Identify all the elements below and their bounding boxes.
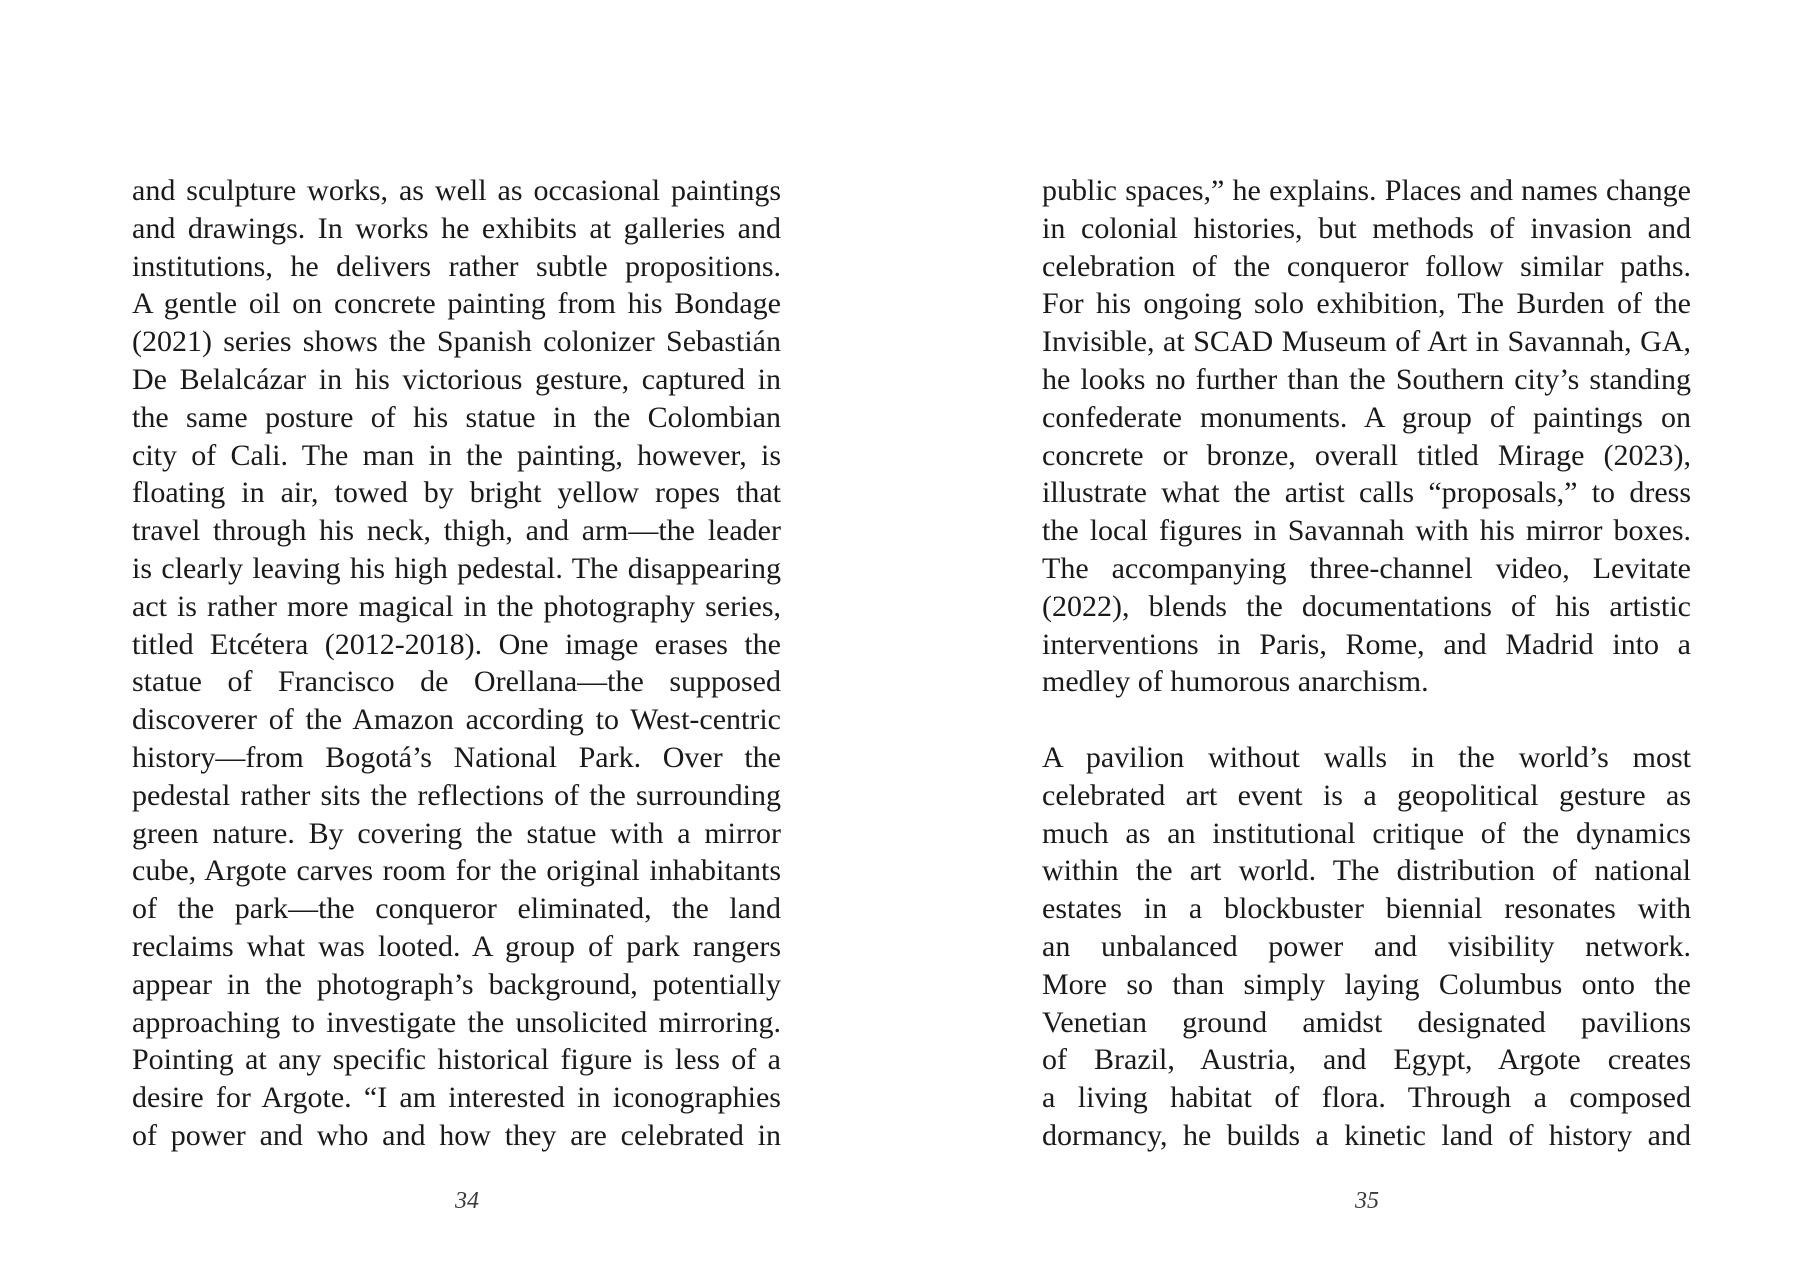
right-page-number: 35 [1355, 1188, 1379, 1214]
paragraph-break [1042, 701, 1691, 739]
text-line: estates in a blockbuster biennial resonates with [1042, 892, 1691, 926]
text-line: confederate monuments. A group of paintings on [1042, 400, 1691, 434]
text-line: desire for Argote. “I am interested in iconographies [132, 1081, 781, 1115]
text-line: and sculpture works, as well as occasional paintings [132, 174, 781, 207]
text-line: public spaces,” he explains. Places and names change [1042, 174, 1691, 207]
text-line: illustrate what the artist calls “proposals,” to dress [1042, 476, 1691, 510]
text-line: dormancy, he builds a kinetic land of history and [1042, 1118, 1691, 1152]
text-line: a living habitat of flora. Through a composed [1042, 1081, 1691, 1115]
text-line: in colonial histories, but methods of invasion and [1042, 211, 1691, 245]
text-line: and drawings. In works he exhibits at galleries and [132, 211, 781, 245]
text-line: the local figures in Savannah with his mirror boxes. [1042, 514, 1691, 548]
text-line: The accompanying three-channel video, Levitate [1042, 551, 1691, 585]
text-line: within the art world. The distribution of national [1042, 854, 1691, 888]
right-paragraph-2 [1042, 739, 1691, 1155]
text-line: cube, Argote carves room for the original inhabitants [132, 854, 781, 888]
text-line: interventions in Paris, Rome, and Madrid into a [1042, 627, 1691, 661]
left-page [0, 0, 909, 1276]
text-line: institutions, he delivers rather subtle propositions. [132, 249, 781, 283]
text-line: De Belalcázar in his victorious gesture, captured in [132, 362, 781, 396]
right-page-text-column [1042, 172, 1691, 1155]
text-line: (2022), blends the documentations of his artistic [1042, 589, 1691, 623]
text-line: the same posture of his statue in the Colombian [132, 400, 781, 434]
text-line: history—from Bogotá’s National Park. Over the [132, 740, 781, 774]
text-line: A gentle oil on concrete painting from his Bondage [132, 287, 781, 321]
right-paragraph-1 [1042, 172, 1691, 701]
text-line: act is rather more magical in the photography series, [132, 589, 781, 623]
text-line: (2021) series shows the Spanish colonizer Sebastián [132, 325, 781, 359]
text-line: concrete or bronze, overall titled Mirage (2023), [1042, 438, 1691, 472]
text-line: For his ongoing solo exhibition, The Burden of the [1042, 287, 1691, 321]
text-line: of Brazil, Austria, and Egypt, Argote creates [1042, 1043, 1691, 1077]
text-line: pedestal rather sits the reflections of the surrounding [132, 778, 781, 812]
right-page [910, 0, 1819, 1276]
text-line: Pointing at any specific historical figure is less of a [132, 1043, 781, 1077]
text-line: of the park—the conqueror eliminated, the land [132, 892, 781, 926]
text-line: appear in the photograph’s background, potentially [132, 967, 781, 1001]
text-line: floating in air, towed by bright yellow ropes that [132, 476, 781, 510]
text-line: Invisible, at SCAD Museum of Art in Savannah, GA, [1042, 325, 1691, 359]
text-line: celebrated art event is a geopolitical gesture as [1042, 778, 1691, 812]
text-line: statue of Francisco de Orellana—the supposed [132, 665, 781, 699]
text-line: approaching to investigate the unsolicited mirroring. [132, 1005, 781, 1039]
text-line: More so than simply laying Columbus onto the [1042, 967, 1691, 1001]
left-page-number: 34 [455, 1188, 479, 1214]
text-line: much as an institutional critique of the dynamics [1042, 816, 1691, 850]
left-page-text-column [132, 172, 781, 1155]
text-line: city of Cali. The man in the painting, however, is [132, 438, 781, 472]
text-line: titled Etcétera (2012-2018). One image erases the [132, 627, 781, 661]
text-line: of power and who and how they are celebrated in [132, 1118, 781, 1152]
text-line: he looks no further than the Southern city’s standing [1042, 362, 1691, 396]
text-line: A pavilion without walls in the world’s most [1042, 740, 1691, 774]
text-line: Venetian ground amidst designated pavilions [1042, 1005, 1691, 1039]
text-line: reclaims what was looted. A group of park rangers [132, 929, 781, 963]
text-line: is clearly leaving his high pedestal. The disappearing [132, 551, 781, 585]
text-line: travel through his neck, thigh, and arm—the leader [132, 514, 781, 548]
text-line: green nature. By covering the statue with a mirror [132, 816, 781, 850]
text-line: medley of humorous anarchism. [1042, 665, 1429, 699]
text-line: discoverer of the Amazon according to West-centric [132, 703, 781, 737]
text-line: an unbalanced power and visibility network. [1042, 929, 1691, 963]
text-line: celebration of the conqueror follow similar paths. [1042, 249, 1691, 283]
